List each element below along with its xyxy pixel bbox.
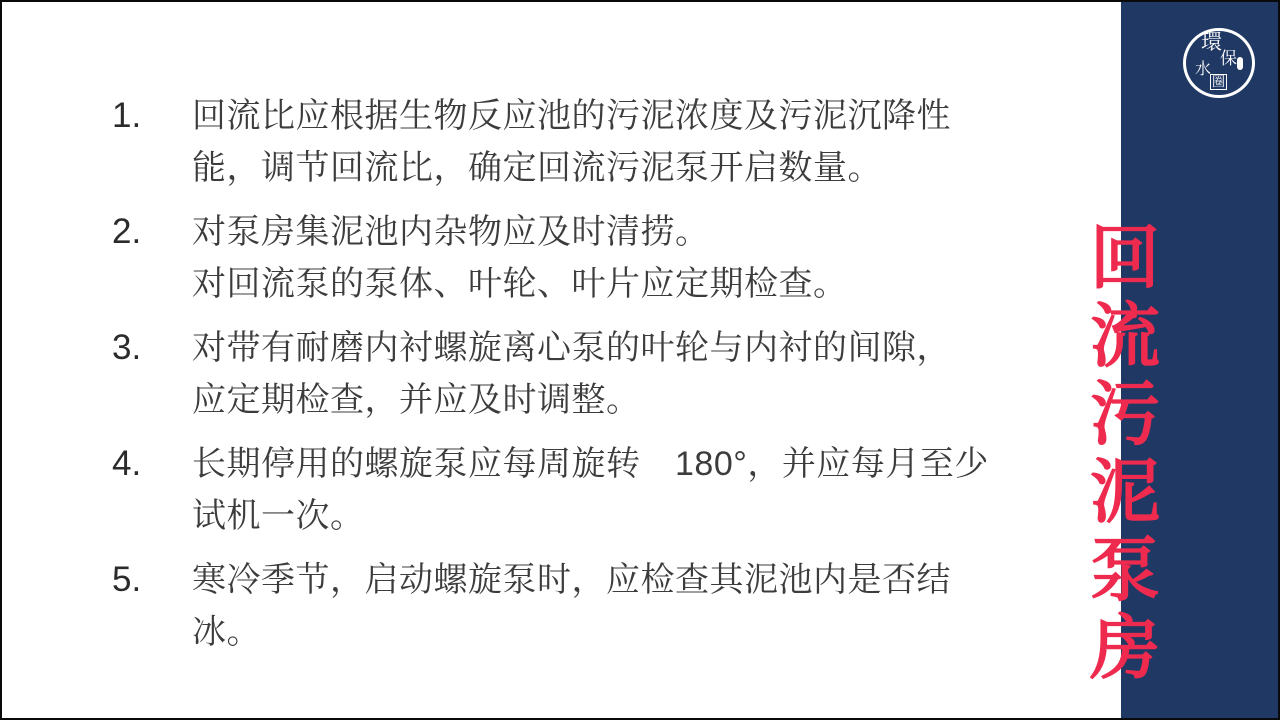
vertical-title bbox=[1086, 220, 1164, 688]
list-item-line: 试机一次。 bbox=[192, 497, 365, 535]
list-item bbox=[112, 206, 972, 310]
list-item-number: 1. bbox=[112, 96, 142, 135]
logo-char: 保 bbox=[1220, 49, 1237, 68]
vertical-title-char: 房 bbox=[1090, 609, 1160, 687]
list-item-text bbox=[192, 206, 972, 310]
list-item-number: 5. bbox=[112, 560, 142, 599]
procedure-list bbox=[112, 90, 989, 670]
list-item-text bbox=[192, 90, 972, 194]
brand-seal-logo bbox=[1183, 28, 1255, 98]
logo-char: 圈 bbox=[1212, 74, 1226, 89]
list-item-line: 对回流泵的泵体、叶轮、叶片应定期检查。 bbox=[192, 265, 848, 303]
list-item-line: 长期停用的螺旋泵应每周旋转 180°，并应每月至少 bbox=[192, 445, 989, 483]
list-item-number: 4. bbox=[112, 444, 142, 483]
list-item-line: 冰。 bbox=[192, 613, 261, 651]
list-item-line: 回流比应根据生物反应池的污泥浓度及污泥沉降性 bbox=[192, 97, 951, 135]
logo-char: 水 bbox=[1195, 61, 1212, 78]
list-item-line: 应定期检查，并应及时调整。 bbox=[192, 381, 641, 419]
seal-dot-icon bbox=[1237, 57, 1243, 70]
list-item-text bbox=[192, 322, 972, 426]
vertical-title-char: 泥 bbox=[1090, 453, 1160, 531]
vertical-title-char: 流 bbox=[1090, 297, 1160, 375]
list-item-number: 2. bbox=[112, 212, 142, 251]
list-item-line: 寒冷季节，启动螺旋泵时，应检查其泥池内是否结 bbox=[192, 561, 951, 599]
list-item bbox=[112, 90, 972, 194]
list-item bbox=[112, 554, 972, 658]
list-item-number: 3. bbox=[112, 328, 142, 367]
logo-char: 環 bbox=[1201, 31, 1222, 54]
list-item-line: 对带有耐磨内衬螺旋离心泵的叶轮与内衬的间隙， bbox=[192, 329, 951, 367]
vertical-title-char: 回 bbox=[1090, 219, 1160, 297]
list-item-line: 能，调节回流比，确定回流污泥泵开启数量。 bbox=[192, 149, 882, 187]
list-item-text bbox=[192, 438, 989, 542]
list-item-line: 对泵房集泥池内杂物应及时清捞。 bbox=[192, 213, 710, 251]
list-item bbox=[112, 322, 972, 426]
list-item bbox=[112, 438, 989, 542]
vertical-title-char: 污 bbox=[1090, 375, 1160, 453]
list-item-text bbox=[192, 554, 972, 658]
vertical-title-char: 泵 bbox=[1090, 531, 1160, 609]
